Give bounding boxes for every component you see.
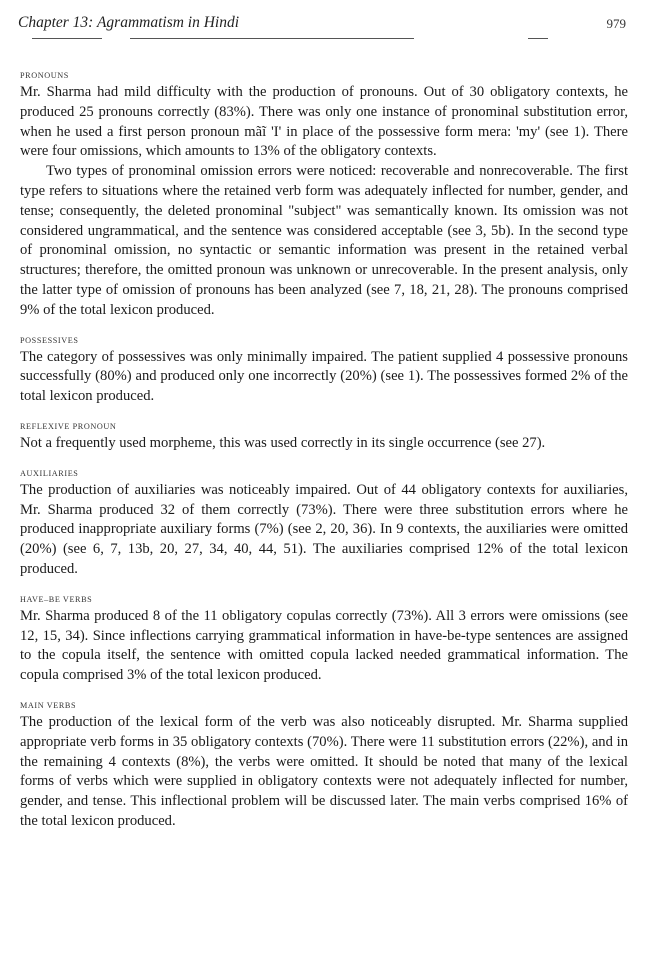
page-body xyxy=(20,70,628,832)
header-rule xyxy=(528,38,548,39)
header-rule xyxy=(32,38,102,39)
section-possessives xyxy=(20,335,628,407)
page-header xyxy=(18,12,626,42)
header-rule xyxy=(130,38,400,39)
header-rule xyxy=(400,38,414,39)
section-heading: POSSESSIVES xyxy=(20,335,79,345)
section-auxiliaries xyxy=(20,468,628,580)
page-number: 979 xyxy=(606,16,626,31)
paragraph: The category of possessives was only minimally impaired. The patient supplied 4 possessive pronouns successfully (80%) and produced only one incorrectly (20%) (see 1). The possessives formed 2% of the total lexicon produced. xyxy=(20,348,628,405)
section-heading: AUXILIARIES xyxy=(20,468,79,478)
section-heading: HAVE–BE VERBS xyxy=(20,594,93,604)
section-pronouns xyxy=(20,70,628,321)
section-heading: PRONOUNS xyxy=(20,71,69,80)
section-heading: MAIN VERBS xyxy=(20,700,77,710)
running-title: Chapter 13: Agrammatism in Hindi xyxy=(18,14,240,31)
paragraph: Mr. Sharma had mild difficulty with the production of pronouns. Out of 30 obligatory contexts, he produced 25 pronouns correctly (83%). There was only one instance of pronominal substitution error, when he used a first person pronoun mãĩ 'I' in place of the possessive form mera: 'my' (see 1). There were four omissions, which amounts to 13% of the obligatory contexts. xyxy=(20,84,628,160)
paragraph: The production of auxiliaries was noticeably impaired. Out of 44 obligatory contexts for auxiliaries, Mr. Sharma produced 32 of them correctly (73%). There were three substitution errors where he produced inappropriate auxiliary forms (7%) (see 2, 20, 36). In 9 contexts, the auxiliaries were omitted (20%) (see 6, 7, 13b, 20, 27, 34, 40, 44, 51). The auxiliaries comprised 12% of the total lexicon produced. xyxy=(20,481,628,577)
section-heading: REFLEXIVE PRONOUN xyxy=(20,421,117,431)
section-main-verbs xyxy=(20,700,628,832)
section-have-be-verbs xyxy=(20,594,628,686)
paragraph: Two types of pronominal omission errors were noticed: recoverable and nonrecoverable. The first type refers to situations where the retained verb form was adequately inflected for number, gender, and tense; consequently, the deleted pronominal "subject" was semantically known. Its omission was not considered ungrammatical, and the sentence was considered acceptable (see 3, 5b). In the second type of pronominal omission, no syntactic or semantic information was present in the retained verbal structures; therefore, the omitted pronoun was unknown or unrecoverable. In the present analysis, only the latter type of omission of pronouns has been analyzed (see 7, 18, 21, 28). The pronouns comprised 9% of the total lexicon produced. xyxy=(20,163,628,318)
section-reflexive-pronoun xyxy=(20,421,628,454)
paragraph: Not a frequently used morpheme, this was used correctly in its single occurrence (see 27). xyxy=(20,434,546,451)
paragraph: The production of the lexical form of the verb was also noticeably disrupted. Mr. Sharma supplied appropriate verb forms in 35 obligatory contexts (70%). There were 11 substitution errors (22%), and in the remaining 4 contexts (8%), the verbs were omitted. It should be noted that many of the lexical forms of verbs which were supplied in obligatory contexts were not adequately inflected for number, gender, and tense. This inflectional problem will be discussed later. The main verbs comprised 16% of the total lexicon produced. xyxy=(20,713,628,829)
paragraph: Mr. Sharma produced 8 of the 11 obligatory copulas correctly (73%). All 3 errors were omissions (see 12, 15, 34). Since inflections carrying grammatical information in have-be-type sentences are assigned to the copula itself, the sentence with omitted copula lacked needed grammatical information. The copula comprised 3% of the total lexicon produced. xyxy=(20,607,628,684)
